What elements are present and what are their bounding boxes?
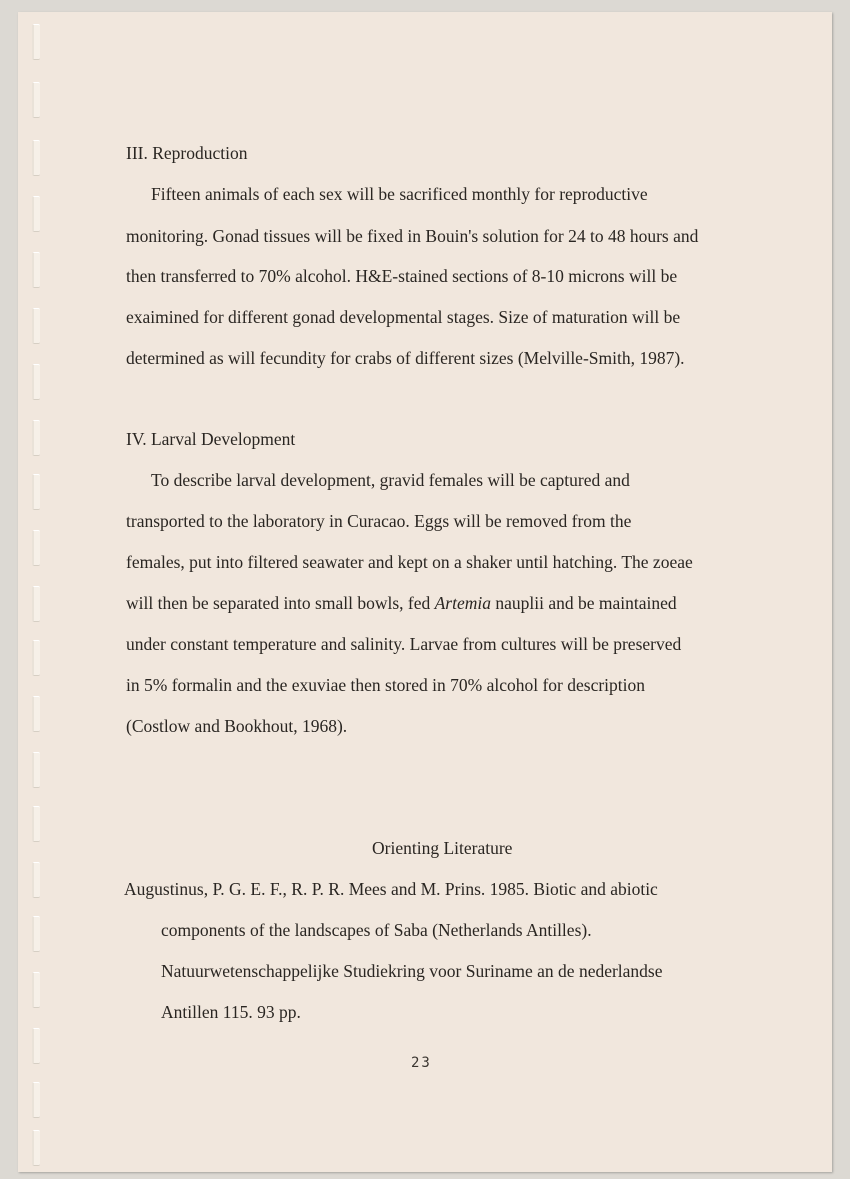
paragraph-line: monitoring. Gonad tissues will be fixed in Bouin's solution for 24 to 48 hours and — [126, 226, 699, 246]
paragraph-line: determined as will fecundity for crabs of different sizes (Melville-Smith, 1987). — [126, 348, 685, 368]
binding-hole — [32, 140, 40, 176]
paragraph-line: females, put into filtered seawater and kept on a shaker until hatching. The zoeae — [126, 552, 693, 572]
paragraph-line — [126, 593, 677, 613]
binding-hole — [32, 586, 40, 622]
literature-heading: Orienting Literature — [372, 838, 513, 858]
section-heading-reproduction: III. Reproduction — [126, 143, 248, 163]
section-heading-larval-development: IV. Larval Development — [126, 429, 296, 449]
binding-hole — [32, 308, 40, 344]
binding-holes — [18, 12, 58, 1172]
binding-hole — [32, 82, 40, 118]
reference-line: components of the landscapes of Saba (Netherlands Antilles). — [161, 920, 592, 940]
page-number: 23 — [411, 1055, 432, 1071]
binding-hole — [32, 530, 40, 566]
line-text: nauplii and be maintained — [491, 593, 677, 613]
binding-hole — [32, 972, 40, 1008]
paragraph-line: Fifteen animals of each sex will be sacrificed monthly for reproductive — [151, 184, 648, 204]
reference-line: Augustinus, P. G. E. F., R. P. R. Mees and M. Prins. 1985. Biotic and abiotic — [124, 879, 658, 899]
binding-hole — [32, 862, 40, 898]
paragraph-line: then transferred to 70% alcohol. H&E-stained sections of 8-10 microns will be — [126, 266, 678, 286]
paragraph-line: in 5% formalin and the exuviae then stored in 70% alcohol for description — [126, 675, 646, 695]
reference-line: Antillen 115. 93 pp. — [161, 1002, 301, 1022]
binding-hole — [32, 640, 40, 676]
binding-hole — [32, 696, 40, 732]
paragraph-line: exaimined for different gonad developmental stages. Size of maturation will be — [126, 307, 681, 327]
line-text: will then be separated into small bowls, fed — [126, 593, 435, 613]
italic-species-name: Artemia — [434, 593, 491, 613]
binding-hole — [32, 1130, 40, 1166]
binding-hole — [32, 752, 40, 788]
binding-hole — [32, 420, 40, 456]
binding-hole — [32, 916, 40, 952]
paragraph-line: To describe larval development, gravid females will be captured and — [151, 470, 630, 490]
paragraph-line: under constant temperature and salinity. Larvae from cultures will be preserved — [126, 634, 682, 654]
binding-hole — [32, 252, 40, 288]
paragraph-line: (Costlow and Bookhout, 1968). — [126, 716, 348, 736]
binding-hole — [32, 1028, 40, 1064]
binding-hole — [32, 474, 40, 510]
binding-hole — [32, 806, 40, 842]
reference-line: Natuurwetenschappelijke Studiekring voor Suriname an de nederlandse — [161, 961, 663, 981]
binding-hole — [32, 364, 40, 400]
binding-hole — [32, 24, 40, 60]
paragraph-line: transported to the laboratory in Curacao. Eggs will be removed from the — [126, 511, 632, 531]
binding-hole — [32, 1082, 40, 1118]
binding-hole — [32, 196, 40, 232]
